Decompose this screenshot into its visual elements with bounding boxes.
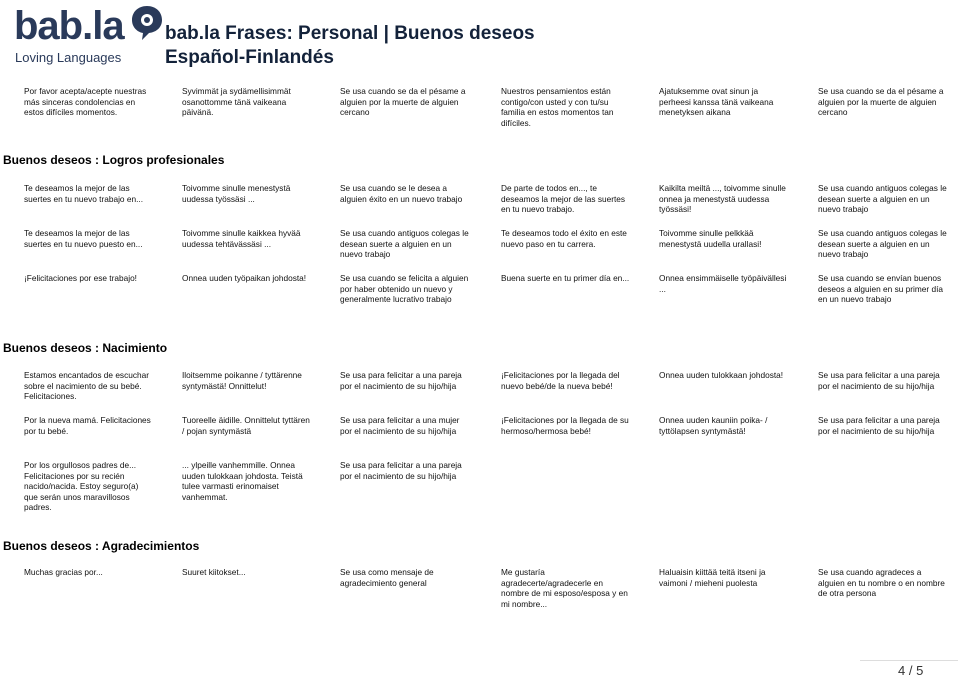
phrase-usage: Se usa para felicitar a una pareja por el nacimiento de su hijo/hija — [818, 370, 940, 391]
phrase-es: ¡Felicitaciones por la llegada de su hermoso/hermosa bebé! — [501, 415, 629, 436]
phrase-es: Me gustaría agradecerte/agradecerle en nombre de mi esposo/esposa y en mi nombre... — [501, 567, 628, 609]
phrase-fi: Toivomme sinulle menestystä uudessa työssäsi ... — [182, 183, 291, 204]
logo-tagline: Loving Languages — [15, 50, 122, 65]
phrase-fi: Onnea uuden kauniin poika- / tyttölapsen syntymästä! — [659, 415, 768, 436]
phrase-usage: Se usa cuando se envían buenos deseos a alguien en su primer día en un nuevo trabajo — [818, 273, 943, 305]
phrase-es: De parte de todos en..., te deseamos la mejor de las suertes en tu nuevo trabajo. — [501, 183, 626, 215]
phrase-es: ¡Felicitaciones por ese trabajo! — [24, 273, 137, 283]
phrase-es: Buena suerte en tu primer día en... — [501, 273, 630, 283]
phrase-fi: Suuret kiitokset... — [182, 567, 246, 577]
page-title — [165, 22, 535, 70]
logo-wordmark: bab.la — [14, 4, 124, 48]
phrase-usage: Se usa para felicitar a una pareja por el nacimiento de su hijo/hija — [340, 370, 462, 391]
phrase-fi: Iloitsemme poikanne / tyttärenne syntymästä! Onnittelut! — [182, 370, 302, 391]
section-heading-nacimiento: Buenos deseos : Nacimiento — [3, 341, 168, 355]
intro-phrase-es-2: Nuestros pensamientos están contigo/con usted y con tu/su familia en estos momentos tan difíciles. — [501, 86, 614, 128]
phrase-usage: Se usa para felicitar a una mujer por el nacimiento de su hijo/hija — [340, 415, 460, 436]
intro-phrase-fi: Syvimmät ja sydämellisimmät osanottomme tänä vaikeana päivänä. — [182, 86, 291, 118]
phrase-fi: Tuoreelle äidille. Onnittelut tyttären / pojan syntymästä — [182, 415, 310, 436]
phrase-es: Por la nueva mamá. Felicitaciones por tu bebé. — [24, 415, 151, 436]
phrase-es: Muchas gracias por... — [24, 567, 103, 577]
phrase-usage: Se usa cuando antiguos colegas le desean suerte a alguien en un nuevo trabajo — [818, 183, 947, 215]
phrase-es: Estamos encantados de escuchar sobre el nacimiento de su bebé. Felicitaciones. — [24, 370, 149, 402]
intro-phrase-es: Por favor acepta/acepte nuestras más sinceras condolencias en estos difíciles momentos. — [24, 86, 147, 118]
phrase-usage: Se usa cuando se le desea a alguien éxito en un nuevo trabajo — [340, 183, 463, 204]
bab-la-logo[interactable] — [14, 3, 154, 65]
phrase-fi: Kaikilta meiltä ..., toivomme sinulle onnea ja menestystä uudessa työssäsi! — [659, 183, 786, 215]
intro-phrase-fi-2: Ajatuksemme ovat sinun ja perheesi kanssa tänä vaikeana menetyksen aikana — [659, 86, 774, 118]
phrase-fi: Toivomme sinulle kaikkea hyvää uudessa tehtävässäsi ... — [182, 228, 301, 249]
phrase-es: Te deseamos todo el éxito en este nuevo paso en tu carrera. — [501, 228, 627, 249]
phrase-fi: Haluaisin kiittää teitä itseni ja vaimoni / mieheni puolesta — [659, 567, 766, 588]
phrase-usage: Se usa para felicitar a una pareja por el nacimiento de su hijo/hija — [340, 460, 462, 481]
phrase-es: Por los orgullosos padres de... Felicitaciones por su recién nacido/nacida. Estoy seguro(a) que serán unos maravillosos padres. — [24, 460, 139, 513]
phrase-fi: ... ylpeille vanhemmille. Onnea uuden tulokkaan johdosta. Teistä tulee varmasti erinomaiset vanhemmat. — [182, 460, 303, 502]
section-heading-logros: Buenos deseos : Logros profesionales — [3, 153, 225, 167]
phrase-usage: Se usa cuando antiguos colegas le desean suerte a alguien en un nuevo trabajo — [340, 228, 469, 260]
footer-divider — [860, 660, 958, 661]
phrase-usage: Se usa cuando agradeces a alguien en tu nombre o en nombre de otra persona — [818, 567, 945, 599]
phrase-fi: Onnea uuden tulokkaan johdosta! — [659, 370, 784, 380]
intro-usage-2: Se usa cuando se da el pésame a alguien por la muerte de alguien cercano — [818, 86, 944, 118]
section-heading-agradecimientos: Buenos deseos : Agradecimientos — [3, 539, 200, 553]
phrase-usage: Se usa como mensaje de agradecimiento general — [340, 567, 434, 588]
phrase-es: Te deseamos la mejor de las suertes en tu nuevo trabajo en... — [24, 183, 144, 204]
phrase-fi: Toivomme sinulle pelkkää menestystä uudella urallasi! — [659, 228, 762, 249]
phrase-usage: Se usa cuando se felicita a alguien por haber obtenido un nuevo y generalmente lucrativo trabajo — [340, 273, 469, 305]
phrase-usage: Se usa cuando antiguos colegas le desean suerte a alguien en un nuevo trabajo — [818, 228, 947, 260]
phrase-fi: Onnea ensimmäiselle työpäivällesi ... — [659, 273, 787, 294]
phrase-fi: Onnea uuden työpaikan johdosta! — [182, 273, 307, 283]
intro-usage: Se usa cuando se da el pésame a alguien por la muerte de alguien cercano — [340, 86, 466, 118]
phrase-es: ¡Felicitaciones por la llegada del nuevo bebé/de la nueva bebé! — [501, 370, 620, 391]
title-line-2: Español-Finlandés — [165, 47, 334, 68]
phrase-es: Te deseamos la mejor de las suertes en tu nuevo puesto en... — [24, 228, 143, 249]
page-number: 4 / 5 — [898, 663, 924, 678]
phrase-usage: Se usa para felicitar a una pareja por el nacimiento de su hijo/hija — [818, 415, 940, 436]
title-line-1: bab.la Frases: Personal | Buenos deseos — [165, 23, 535, 44]
speech-bubble-icon — [130, 5, 164, 41]
